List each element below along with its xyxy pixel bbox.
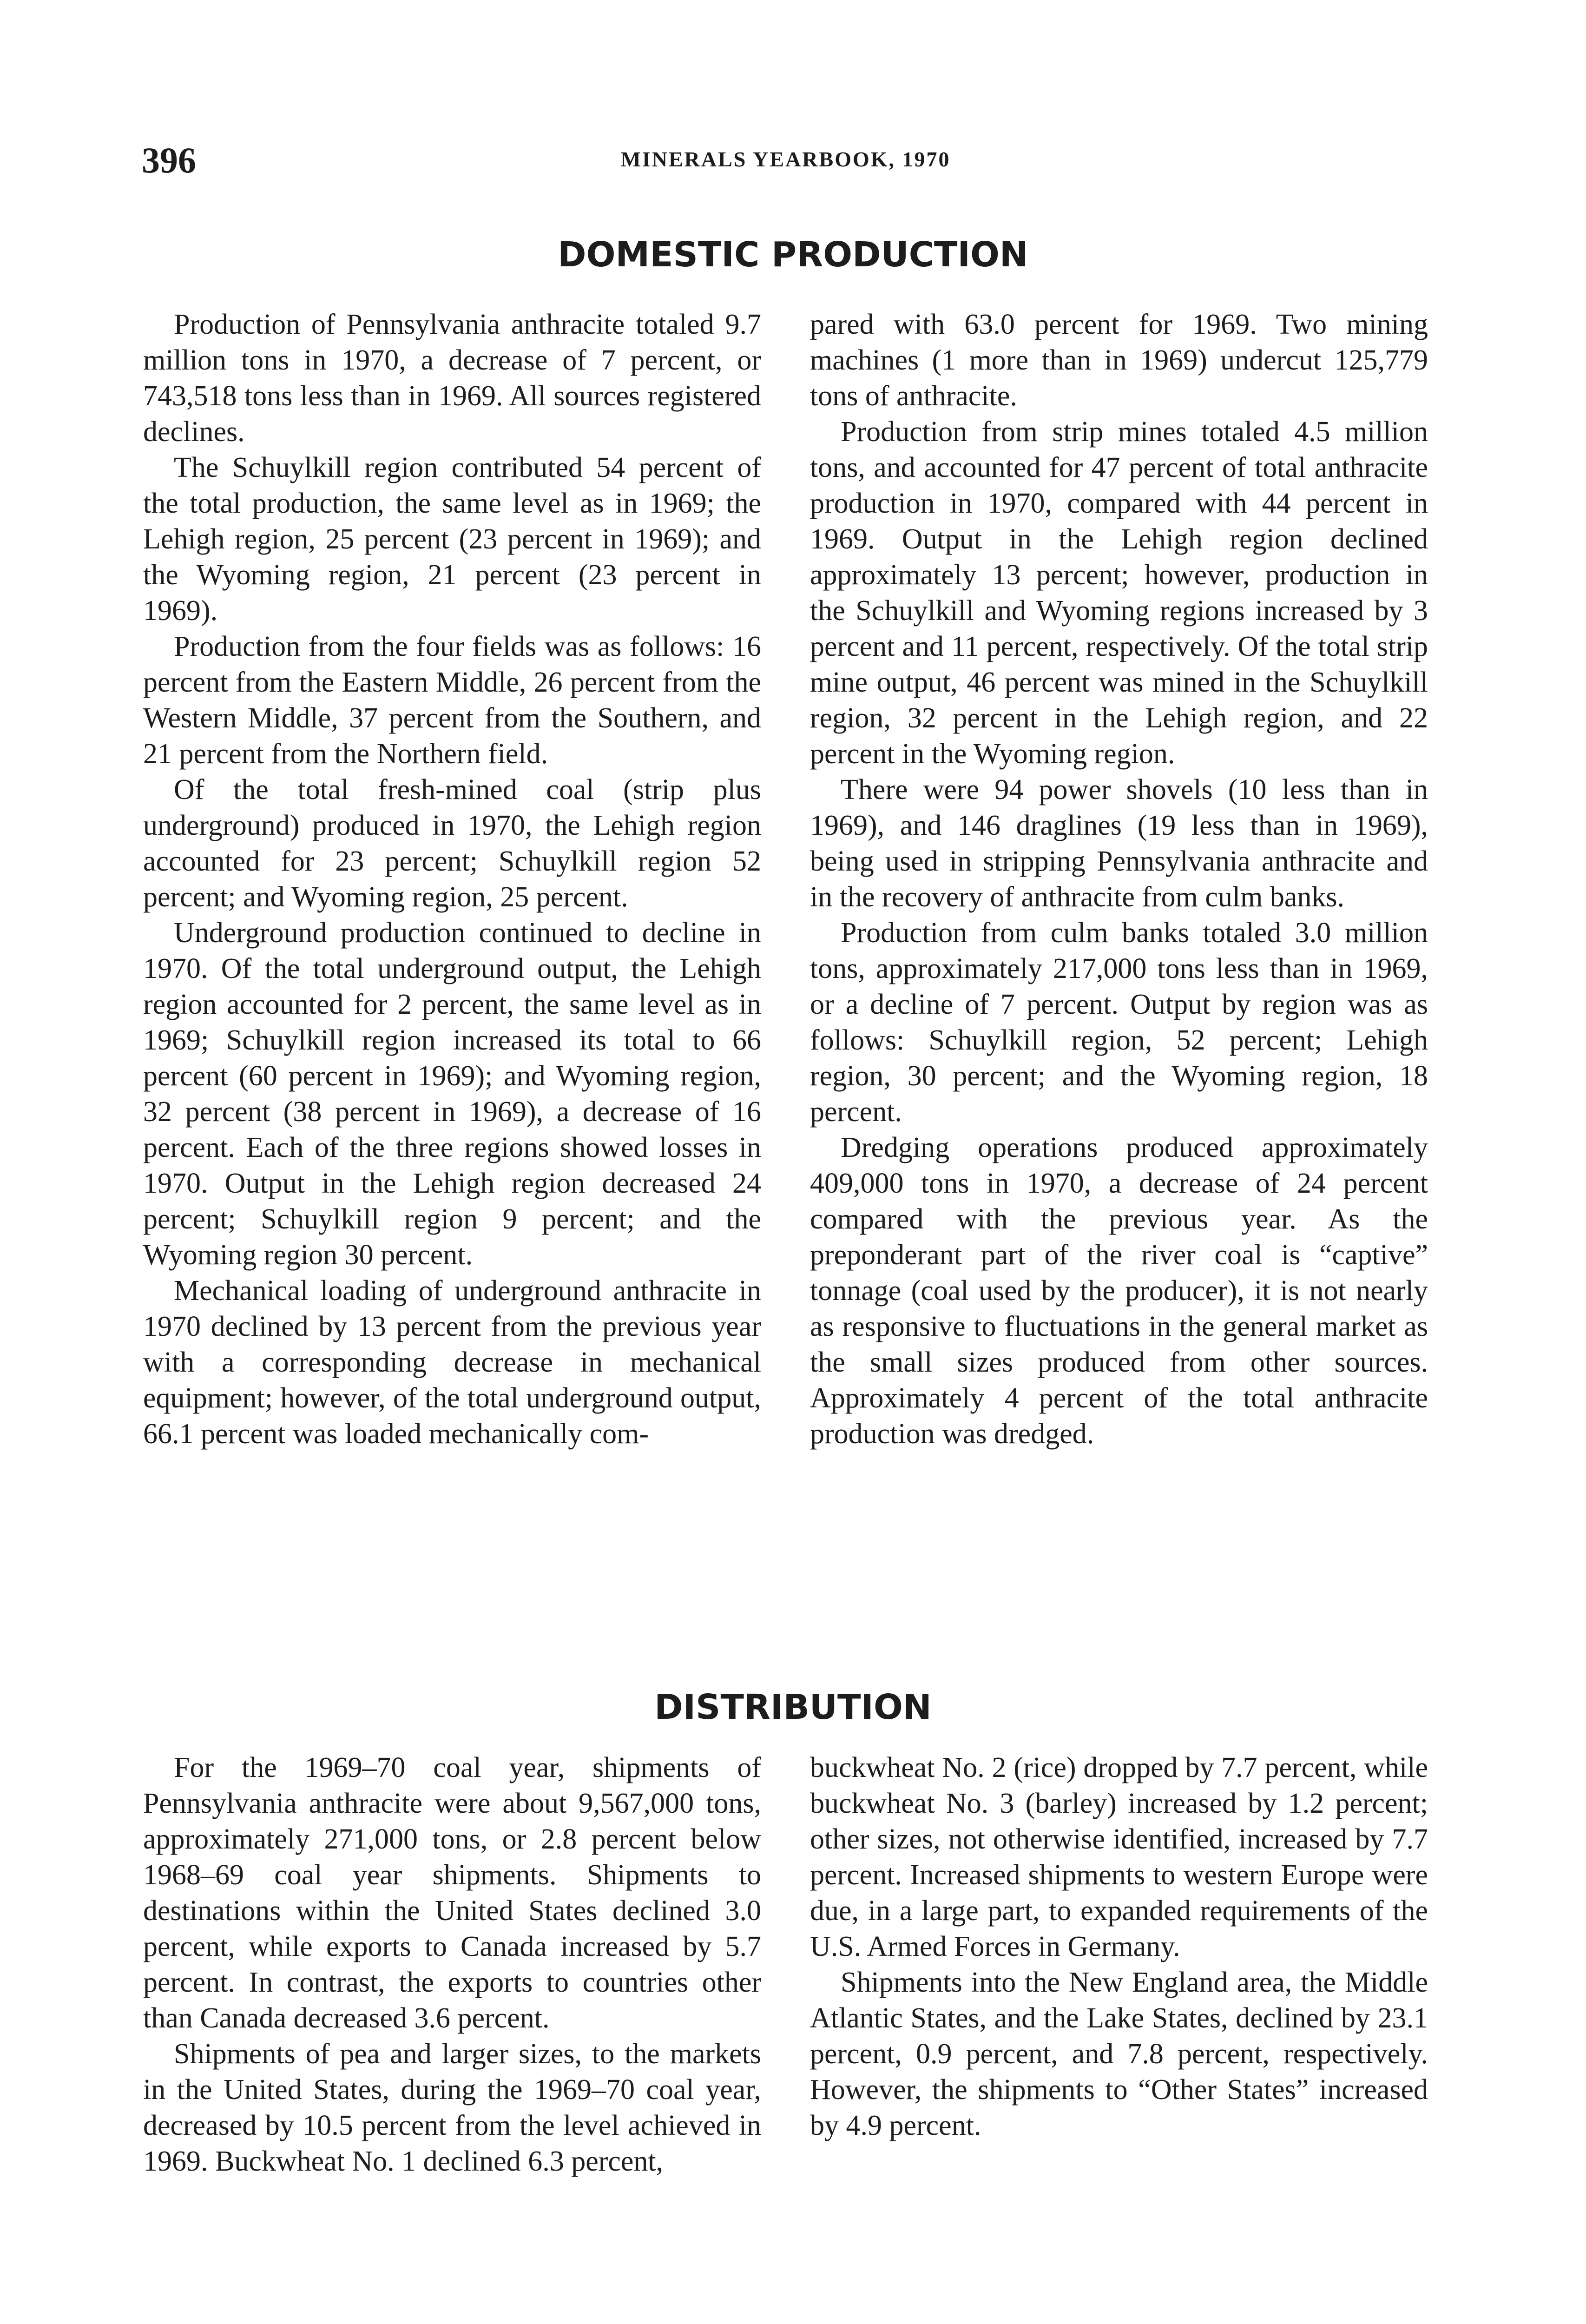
section-title-domestic-production: DOMESTIC PRODUCTION xyxy=(558,235,1028,275)
page-header xyxy=(142,139,1429,186)
paragraph: Production of Pennsylvania anthracite totaled 9.7 million tons in 1970, a decrease of 7 percent, or 743,518 tons less than in 1969. All sources registered declines. xyxy=(143,309,761,448)
paragraph: Mechanical loading of underground anthracite in 1970 declined by 13 percent from the previous year with a corresponding decrease in mechanical equipment; however, of the total underground output, 66.1 percent was loaded mechanically com- xyxy=(143,1275,761,1450)
paragraph: Shipments into the New England area, the Middle Atlantic States, and the Lake States, declined by 23.1 percent, 0.9 percent, and 7.8 percent, respectively. However, the shipments to “Other States” increased by 4.9 percent. xyxy=(810,1967,1428,2141)
distribution-left-column xyxy=(143,1750,761,2179)
section-title-distribution: DISTRIBUTION xyxy=(654,1687,932,1727)
paragraph: Of the total fresh-mined coal (strip plus underground) produced in 1970, the Lehigh region accounted for 23 percent; Schuylkill region 52 percent; and Wyoming region, 25 percent. xyxy=(143,774,761,913)
paragraph: The Schuylkill region contributed 54 percent of the total production, the same level as in 1969; the Lehigh region, 25 percent (23 percent in 1969); and the Wyoming region, 21 percent (23 percent in 1969). xyxy=(143,452,761,627)
paragraph: There were 94 power shovels (10 less than in 1969), and 146 draglines (19 less than in 1969), being used in stripping Pennsylvania anthracite and in the recovery of anthracite from culm banks. xyxy=(810,774,1428,913)
domestic-production-left-column xyxy=(143,307,761,1452)
distribution-right-column xyxy=(810,1750,1428,2144)
paragraph: Underground production continued to decline in 1970. Of the total underground output, the Lehigh region accounted for 2 percent, the same level as in 1969; Schuylkill region increased its total to 66 percent (60 percent in 1969); and Wyoming region, 32 percent (38 percent in 1969), a decrease of 16 percent. Each of the three regions showed losses in 1970. Output in the Lehigh region decreased 24 percent; Schuylkill region 9 percent; and the Wyoming region 30 percent. xyxy=(143,917,761,1271)
paragraph: Production from the four fields was as follows: 16 percent from the Eastern Middle, 26 percent from the Western Middle, 37 percent from the Southern, and 21 percent from the Northern field. xyxy=(143,631,761,770)
paragraph-continued: pared with 63.0 percent for 1969. Two mining machines (1 more than in 1969) undercut 125,779 tons of anthracite. xyxy=(810,309,1428,412)
paragraph: Shipments of pea and larger sizes, to the markets in the United States, during the 1969–70 coal year, decreased by 10.5 percent from the level achieved in 1969. Buckwheat No. 1 declined 6.3 percent, xyxy=(143,2038,761,2177)
paragraph: Dredging operations produced approximately 409,000 tons in 1970, a decrease of 24 percent compared with the previous year. As the preponderant part of the river coal is “captive” tonnage (coal used by the producer), it is not nearly as responsive to fluctuations in the general market as the small sizes produced from other sources. Approximately 4 percent of the total anthracite production was dredged. xyxy=(810,1132,1428,1450)
domestic-production-right-column xyxy=(810,307,1428,1452)
page-number: 396 xyxy=(142,140,196,180)
paragraph: Production from culm banks totaled 3.0 million tons, approximately 217,000 tons less than in 1969, or a decline of 7 percent. Output by region was as follows: Schuylkill region, 52 percent; Lehigh region, 30 percent; and the Wyoming region, 18 percent. xyxy=(810,917,1428,1128)
paragraph: For the 1969–70 coal year, shipments of Pennsylvania anthracite were about 9,567,000 tons, approximately 271,000 tons, or 2.8 percent below 1968–69 coal year shipments. Shipments to destinations within the United States declined 3.0 percent, while exports to Canada increased by 5.7 percent. In contrast, the exports to countries other than Canada decreased 3.6 percent. xyxy=(143,1752,761,2034)
running-head: MINERALS YEARBOOK, 1970 xyxy=(620,147,951,171)
paragraph: Production from strip mines totaled 4.5 million tons, and accounted for 47 percent of total anthracite production in 1970, compared with 44 percent in 1969. Output in the Lehigh region declined approximately 13 percent; however, production in the Schuylkill and Wyoming regions increased by 3 percent and 11 percent, respectively. Of the total strip mine output, 46 percent was mined in the Schuylkill region, 32 percent in the Lehigh region, and 22 percent in the Wyoming region. xyxy=(810,416,1428,770)
paragraph-continued: buckwheat No. 2 (rice) dropped by 7.7 percent, while buckwheat No. 3 (barley) increased by 1.2 percent; other sizes, not otherwise identified, increased by 7.7 percent. Increased shipments to western Europe were due, in a large part, to expanded requirements of the U.S. Armed Forces in Germany. xyxy=(810,1752,1428,1962)
